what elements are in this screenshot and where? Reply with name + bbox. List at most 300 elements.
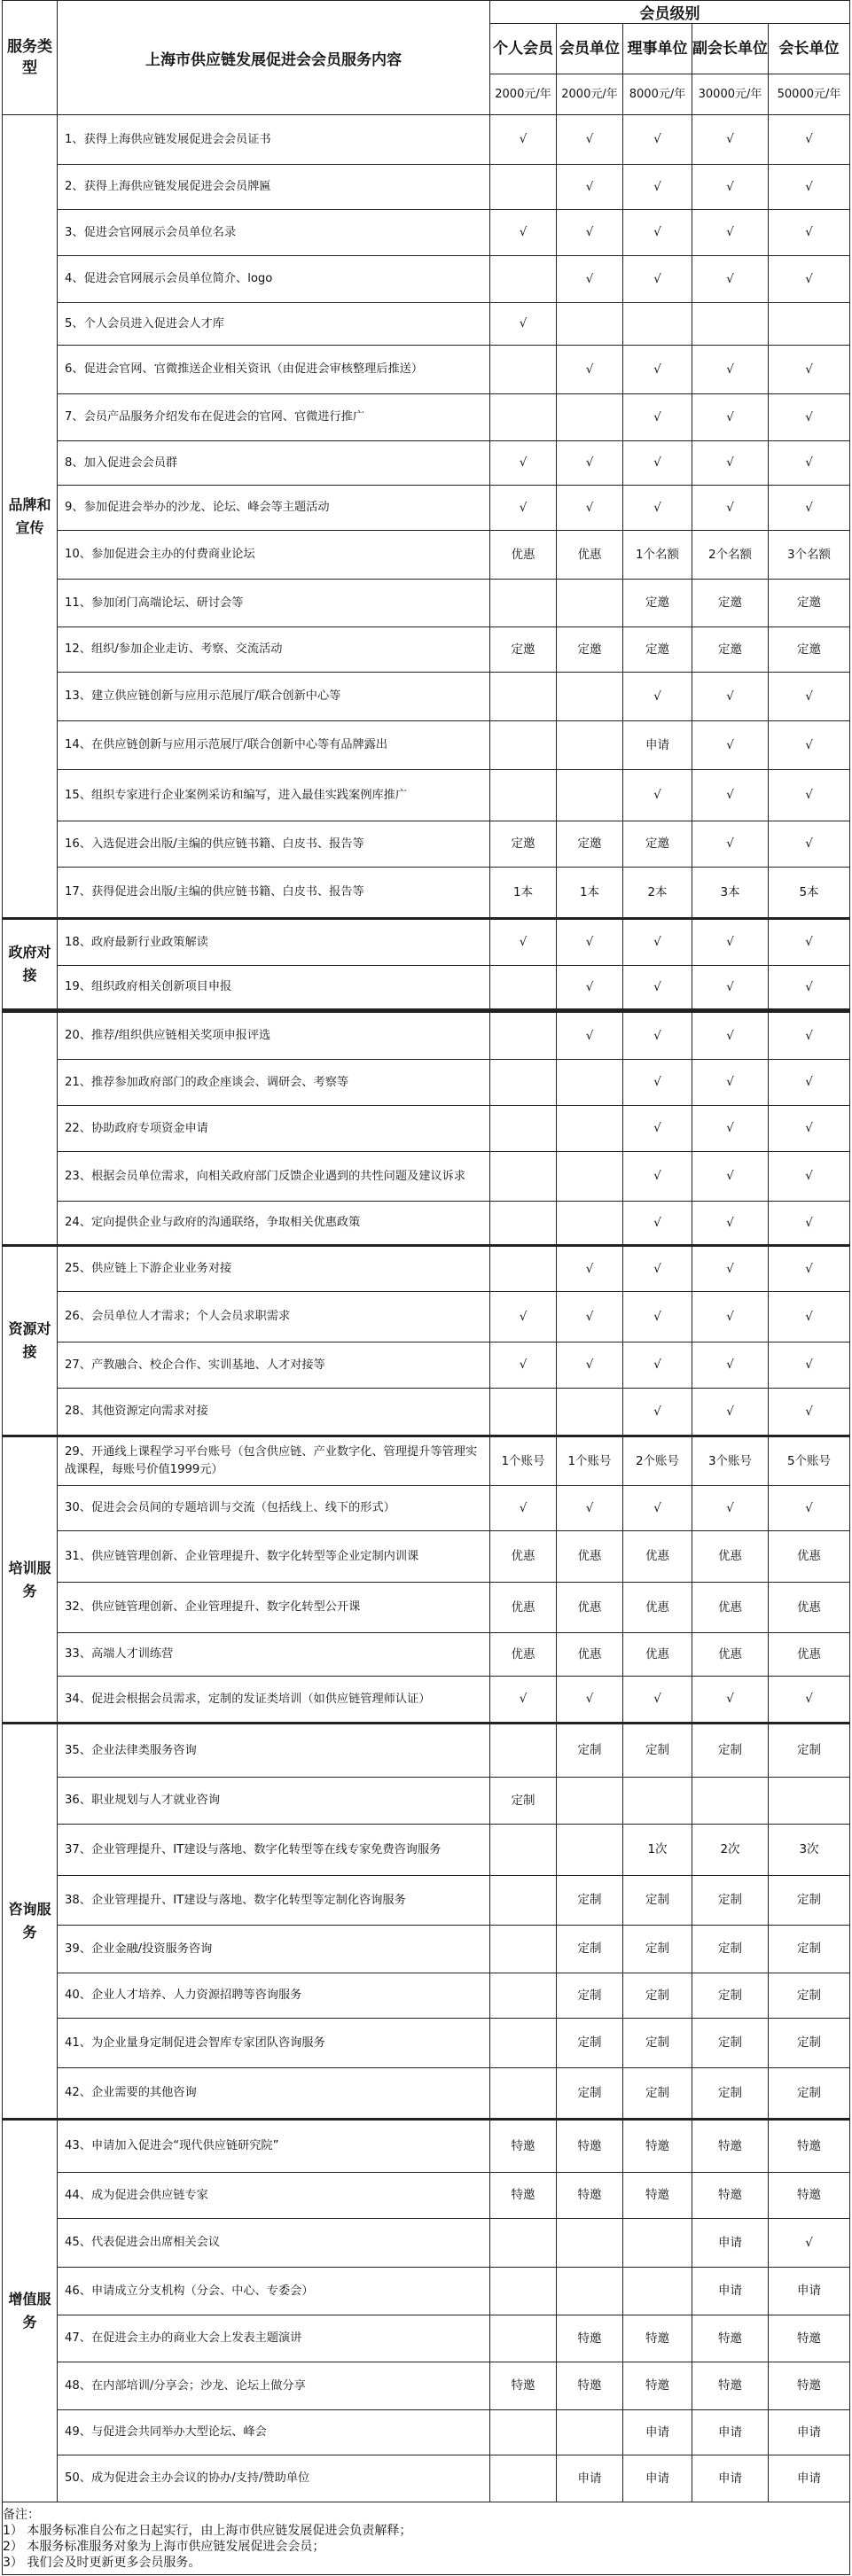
benefit-mark [490,1152,557,1202]
benefit-mark: √ [692,346,769,394]
benefit-mark: 特邀 [623,2362,692,2410]
service-item: 29、开通线上课程学习平台账号（包含供应链、产业数字化、管理提升等管理实战课程，每账号价值1999元） [58,1436,490,1486]
benefit-mark: 优惠 [769,1531,850,1583]
table-row [3,1825,850,1876]
table-row [3,2068,850,2120]
service-item: 45、代表促进会出席相关会议 [58,2219,490,2268]
service-item: 37、企业管理提升、IT建设与落地、数字化转型等在线专家免费咨询服务 [58,1825,490,1876]
table-row [3,1778,850,1825]
benefit-mark [557,2219,623,2268]
benefit-mark: 定制 [623,1973,692,2019]
benefit-mark: √ [769,256,850,303]
service-item: 18、政府最新行业政策解读 [58,919,490,966]
table-row [3,1060,850,1106]
benefit-mark: 定制 [490,1778,557,1825]
benefit-mark: 定邀 [490,627,557,673]
benefit-mark: √ [623,1202,692,1246]
benefit-mark: √ [692,721,769,770]
benefit-mark: 2本 [623,868,692,919]
category-cell: 增值服务 [3,2120,58,2502]
benefit-mark: √ [769,770,850,821]
benefit-mark: 申请 [769,2410,850,2455]
benefit-mark: √ [623,394,692,441]
member-service-sheet [2,0,849,2574]
benefit-mark: 特邀 [769,2315,850,2362]
table-row [3,1876,850,1926]
benefit-mark: √ [623,165,692,210]
table-row [3,721,850,770]
benefit-mark: 特邀 [557,2362,623,2410]
table-row [3,821,850,868]
benefit-mark [557,394,623,441]
benefit-mark [490,580,557,627]
benefit-mark: 3个名额 [769,531,850,580]
benefit-mark: 1本 [557,868,623,919]
benefit-mark: 申请 [769,2268,850,2315]
benefit-mark: 定制 [557,2068,623,2120]
benefit-mark: 申请 [623,2455,692,2502]
header-member-level: 会员级别 [490,1,850,24]
service-item: 28、其他资源定向需求对接 [58,1389,490,1436]
benefit-mark: 定制 [557,2019,623,2068]
level-fee: 2000元/年 [490,74,557,115]
benefit-mark: √ [557,486,623,531]
benefit-mark: 定制 [692,1876,769,1926]
benefit-mark: √ [692,441,769,486]
benefit-mark: 定制 [623,1724,692,1778]
benefit-mark: 特邀 [490,2173,557,2219]
category-cell [3,1011,58,1246]
service-item: 20、推荐/组织供应链相关奖项申报评选 [58,1011,490,1060]
benefit-mark [557,770,623,821]
service-item: 32、供应链管理创新、企业管理提升、数字化转型公开课 [58,1583,490,1633]
service-item: 26、会员单位人才需求；个人会员求职需求 [58,1292,490,1342]
service-rows [3,115,850,2502]
service-item: 9、参加促进会举办的沙龙、论坛、峰会等主题活动 [58,486,490,531]
benefit-mark [490,721,557,770]
member-service-table [2,0,850,2575]
benefit-mark: 定邀 [692,627,769,673]
benefit-mark: 3本 [692,868,769,919]
benefit-mark: √ [623,1152,692,1202]
table-row [3,486,850,531]
benefit-mark: √ [623,1246,692,1292]
benefit-mark: √ [769,1246,850,1292]
benefit-mark: 申请 [692,2268,769,2315]
benefit-mark: √ [623,1106,692,1152]
benefit-mark: √ [557,919,623,966]
service-item: 15、组织专家进行企业案例采访和编写，进入最佳实践案例库推广 [58,770,490,821]
benefit-mark: √ [692,394,769,441]
benefit-mark: 特邀 [769,2362,850,2410]
table-row [3,2268,850,2315]
benefit-mark [557,721,623,770]
benefit-mark [490,394,557,441]
benefit-mark: 定制 [769,1876,850,1926]
service-item: 41、为企业量身定制促进会智库专家团队咨询服务 [58,2019,490,2068]
benefit-mark: √ [769,919,850,966]
benefit-mark: 定制 [692,1724,769,1778]
benefit-mark [490,2315,557,2362]
benefit-mark: 特邀 [692,2315,769,2362]
benefit-mark: 申请 [557,2455,623,2502]
benefit-mark [557,2268,623,2315]
table-row [3,1389,850,1436]
benefit-mark: 5个账号 [769,1436,850,1486]
table-row [3,1724,850,1778]
service-item: 16、入选促进会出版/主编的供应链书籍、白皮书、报告等 [58,821,490,868]
benefit-mark: 2个名额 [692,531,769,580]
table-row [3,1292,850,1342]
benefit-mark: √ [490,1292,557,1342]
benefit-mark: √ [623,770,692,821]
benefit-mark: √ [490,486,557,531]
benefit-mark: 特邀 [623,2315,692,2362]
benefit-mark: √ [623,256,692,303]
benefit-mark [769,303,850,346]
table-row [3,115,850,165]
benefit-mark: √ [557,1292,623,1342]
service-item: 8、加入促进会会员群 [58,441,490,486]
service-item: 25、供应链上下游企业业务对接 [58,1246,490,1292]
benefit-mark: √ [692,919,769,966]
benefit-mark: √ [557,1677,623,1724]
benefit-mark [623,2219,692,2268]
note-line: 1） 本服务标准自公布之日起实行，由上海市供应链发展促进会负责解释； [3,2523,412,2538]
benefit-mark: √ [692,1106,769,1152]
service-item: 17、获得促进会出版/主编的供应链书籍、白皮书、报告等 [58,868,490,919]
service-item: 27、产教融合、校企合作、实训基地、人才对接等 [58,1342,490,1389]
table-row [3,627,850,673]
table-row [3,770,850,821]
table-row [3,1633,850,1677]
benefit-mark: 定邀 [557,627,623,673]
service-item: 21、推荐参加政府部门的政企座谈会、调研会、考察等 [58,1060,490,1106]
benefit-mark: √ [692,1389,769,1436]
benefit-mark: 定制 [692,2019,769,2068]
benefit-mark: 特邀 [557,2315,623,2362]
benefit-mark: 定制 [557,1926,623,1973]
benefit-mark: 特邀 [769,2173,850,2219]
table-row [3,1011,850,1060]
table-row [3,1926,850,1973]
benefit-mark [490,770,557,821]
benefit-mark: 申请 [769,2455,850,2502]
benefit-mark [490,966,557,1011]
benefit-mark [490,2410,557,2455]
benefit-mark: 定邀 [692,580,769,627]
category-cell: 政府对接 [3,919,58,1011]
benefit-mark: 特邀 [623,2173,692,2219]
level-name: 理事单位 [623,24,692,74]
benefit-mark: √ [692,1677,769,1724]
benefit-mark: √ [557,346,623,394]
service-item: 42、企业需要的其他咨询 [58,2068,490,2120]
category-cell: 资源对接 [3,1246,58,1436]
benefit-mark: √ [769,1292,850,1342]
benefit-mark: 优惠 [623,1531,692,1583]
benefit-mark [490,346,557,394]
benefit-mark [490,2219,557,2268]
table-row [3,394,850,441]
benefit-mark: 申请 [692,2410,769,2455]
table-row [3,1436,850,1486]
benefit-mark: 定制 [769,2068,850,2120]
benefit-mark [623,303,692,346]
table-row [3,673,850,721]
benefit-mark: √ [692,1202,769,1246]
benefit-mark: √ [557,115,623,165]
benefit-mark: 申请 [623,2410,692,2455]
benefit-mark [623,1778,692,1825]
table-row [3,346,850,394]
benefit-mark: √ [769,966,850,1011]
benefit-mark: √ [623,1677,692,1724]
benefit-mark: √ [692,1152,769,1202]
category-cell: 品牌和宣传 [3,115,58,919]
service-item: 6、促进会官网、官微推送企业相关资讯（由促进会审核整理后推送） [58,346,490,394]
table-row [3,1202,850,1246]
service-item: 43、申请加入促进会“现代供应链研究院” [58,2120,490,2173]
service-item: 30、促进会会员间的专题培训与交流（包括线上、线下的形式） [58,1486,490,1531]
service-item: 10、参加促进会主办的付费商业论坛 [58,531,490,580]
benefit-mark: √ [769,165,850,210]
table-row [3,441,850,486]
table-row [3,2019,850,2068]
benefit-mark: √ [557,165,623,210]
benefit-mark: √ [769,394,850,441]
benefit-mark: 2次 [692,1825,769,1876]
level-name: 会员单位 [557,24,623,74]
note-line: 2） 本服务标准服务对象为上海市供应链发展促进会会员； [3,2539,325,2554]
benefit-mark: 优惠 [490,1633,557,1677]
table-row [3,1973,850,2019]
benefit-mark: √ [769,1106,850,1152]
benefit-mark [557,1389,623,1436]
benefit-mark [692,1778,769,1825]
benefit-mark: √ [769,1011,850,1060]
benefit-mark [490,1973,557,2019]
header-service-type: 服务类型 [3,1,58,115]
benefit-mark [769,1778,850,1825]
benefit-mark: √ [692,1246,769,1292]
benefit-mark: √ [623,919,692,966]
table-row [3,1246,850,1292]
benefit-mark: √ [623,346,692,394]
benefit-mark: 3次 [769,1825,850,1876]
benefit-mark: 定邀 [769,627,850,673]
benefit-mark [490,1060,557,1106]
benefit-mark: √ [769,441,850,486]
level-fee: 8000元/年 [623,74,692,115]
table-row [3,2362,850,2410]
benefit-mark [557,580,623,627]
level-name: 会长单位 [769,24,850,74]
benefit-mark: √ [623,1292,692,1342]
table-row [3,919,850,966]
service-item: 2、获得上海供应链发展促进会会员牌匾 [58,165,490,210]
service-item: 39、企业金融/投资服务咨询 [58,1926,490,1973]
table-row [3,1486,850,1531]
benefit-mark: √ [557,1486,623,1531]
benefit-mark: √ [769,673,850,721]
service-item: 36、职业规划与人才就业咨询 [58,1778,490,1825]
benefit-mark: √ [769,1486,850,1531]
benefit-mark [557,1825,623,1876]
service-item: 14、在供应链创新与应用示范展厅/联合创新中心等有品牌露出 [58,721,490,770]
service-item: 22、协助政府专项资金申请 [58,1106,490,1152]
benefit-mark: 定制 [623,2019,692,2068]
table-row [3,2410,850,2455]
benefit-mark: 定邀 [557,821,623,868]
benefit-mark [557,303,623,346]
benefit-mark: 优惠 [490,1531,557,1583]
benefit-mark: 特邀 [557,2173,623,2219]
benefit-mark: √ [623,1060,692,1106]
benefit-mark: 3个账号 [692,1436,769,1486]
benefit-mark: √ [623,1011,692,1060]
table-row [3,1342,850,1389]
service-item: 1、获得上海供应链发展促进会会员证书 [58,115,490,165]
benefit-mark: 优惠 [623,1633,692,1677]
table-row [3,1677,850,1724]
benefit-mark: 定邀 [623,821,692,868]
table-row [3,303,850,346]
benefit-mark: √ [490,441,557,486]
notes-title: 备注： [3,2507,40,2522]
benefit-mark: 1本 [490,868,557,919]
service-item: 40、企业人才培养、人力资源招聘等咨询服务 [58,1973,490,2019]
benefit-mark: 定制 [769,2019,850,2068]
benefit-mark: 优惠 [557,1531,623,1583]
table-row [3,2173,850,2219]
benefit-mark [490,1011,557,1060]
benefit-mark: √ [692,256,769,303]
service-item: 31、供应链管理创新、企业管理提升、数字化转型等企业定制内训课 [58,1531,490,1583]
benefit-mark [692,303,769,346]
service-item: 33、高端人才训练营 [58,1633,490,1677]
benefit-mark: √ [769,1389,850,1436]
benefit-mark: 特邀 [557,2120,623,2173]
table-row [3,868,850,919]
benefit-mark: √ [769,1152,850,1202]
table-row [3,2219,850,2268]
benefit-mark [557,1106,623,1152]
level-fee: 2000元/年 [557,74,623,115]
benefit-mark: 特邀 [692,2173,769,2219]
benefit-mark: 定邀 [490,821,557,868]
benefit-mark: 5本 [769,868,850,919]
benefit-mark: 优惠 [769,1583,850,1633]
category-cell: 咨询服务 [3,1724,58,2120]
benefit-mark [490,2268,557,2315]
benefit-mark: √ [769,115,850,165]
benefit-mark: 2个账号 [623,1436,692,1486]
benefit-mark: 优惠 [490,531,557,580]
service-item: 46、申请成立分支机构（分会、中心、专委会） [58,2268,490,2315]
benefit-mark: 1个账号 [490,1436,557,1486]
benefit-mark: 优惠 [692,1531,769,1583]
benefit-mark [490,1246,557,1292]
table-row [3,531,850,580]
benefit-mark: √ [692,486,769,531]
table-row [3,1531,850,1583]
benefit-mark: √ [692,966,769,1011]
table-row [3,165,850,210]
benefit-mark [490,2068,557,2120]
benefit-mark: 优惠 [769,1633,850,1677]
benefit-mark: 定制 [692,1973,769,2019]
benefit-mark: √ [623,486,692,531]
benefit-mark: 定邀 [623,580,692,627]
benefit-mark: √ [623,115,692,165]
service-item: 12、组织/参加企业走访、考察、交流活动 [58,627,490,673]
benefit-mark [557,673,623,721]
table-row [3,256,850,303]
service-item: 44、成为促进会供应链专家 [58,2173,490,2219]
benefit-mark: 特邀 [490,2120,557,2173]
service-item: 34、促进会根据会员需求，定制的发证类培训（如供应链管理师认证） [58,1677,490,1724]
benefit-mark: 特邀 [490,2362,557,2410]
table-row [3,1152,850,1202]
benefit-mark: 定制 [557,1876,623,1926]
benefit-mark: √ [623,210,692,256]
benefit-mark: 定制 [557,1724,623,1778]
benefit-mark: 优惠 [557,1633,623,1677]
benefit-mark: √ [692,1486,769,1531]
benefit-mark: 优惠 [623,1583,692,1633]
benefit-mark [557,2410,623,2455]
benefit-mark: √ [692,770,769,821]
service-item: 49、与促进会共同举办大型论坛、峰会 [58,2410,490,2455]
benefit-mark [490,256,557,303]
benefit-mark: √ [692,821,769,868]
benefit-mark: √ [769,1342,850,1389]
service-item: 5、个人会员进入促进会人才库 [58,303,490,346]
benefit-mark: √ [769,486,850,531]
service-item: 47、在促进会主办的商业大会上发表主题演讲 [58,2315,490,2362]
table-row [3,210,850,256]
benefit-mark: √ [769,1060,850,1106]
benefit-mark [490,1202,557,1246]
benefit-mark [490,1106,557,1152]
benefit-mark [623,2268,692,2315]
benefit-mark: √ [692,1292,769,1342]
service-item: 24、定向提供企业与政府的沟通联络，争取相关优惠政策 [58,1202,490,1246]
benefit-mark [557,1778,623,1825]
benefit-mark: √ [623,966,692,1011]
benefit-mark: √ [490,1342,557,1389]
benefit-mark: √ [490,303,557,346]
benefit-mark [557,1152,623,1202]
benefit-mark: 1次 [623,1825,692,1876]
service-item: 35、企业法律类服务咨询 [58,1724,490,1778]
table-row [3,580,850,627]
service-item: 13、建立供应链创新与应用示范展厅/联合创新中心等 [58,673,490,721]
benefit-mark [490,2019,557,2068]
benefit-mark: √ [490,115,557,165]
benefit-mark: 特邀 [692,2120,769,2173]
benefit-mark: √ [769,2219,850,2268]
benefit-mark: √ [769,721,850,770]
level-fee: 30000元/年 [692,74,769,115]
service-item: 50、成为促进会主办会议的协办/支持/赞助单位 [58,2455,490,2502]
benefit-mark: √ [557,966,623,1011]
benefit-mark: √ [557,1342,623,1389]
table-row [3,1106,850,1152]
service-item: 4、促进会官网展示会员单位简介、logo [58,256,490,303]
benefit-mark [490,1876,557,1926]
